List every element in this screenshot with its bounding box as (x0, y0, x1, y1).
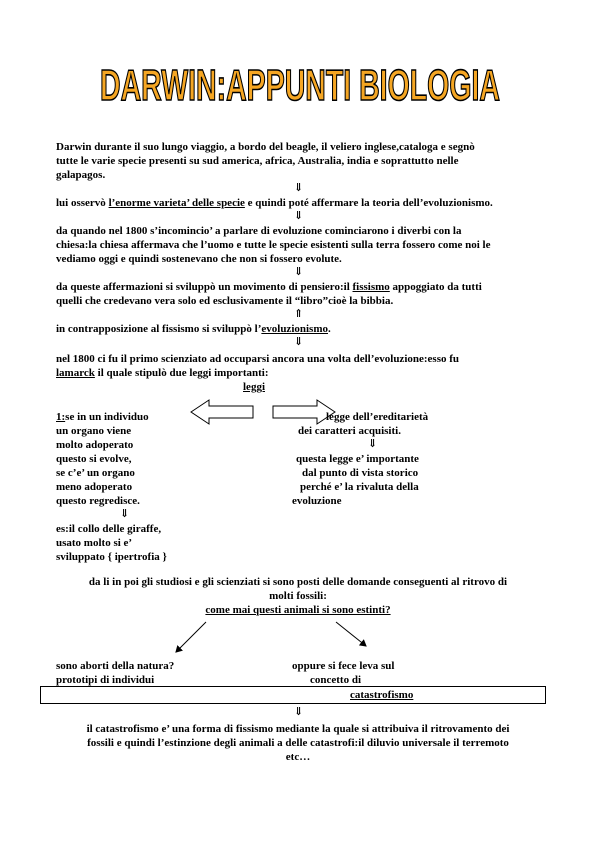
law1-line-3: molto adoperato (56, 439, 134, 451)
law-number: 1: (56, 411, 66, 423)
law2-line-4: dal punto di vista storico (302, 467, 419, 479)
law1-line-6: meno adoperato (56, 481, 133, 493)
down-arrow-icon: ⇓ (294, 182, 304, 194)
law2-line-3: questa legge e’ importante (296, 453, 419, 465)
text-segment: il quale stipulò due leggi importanti: (94, 367, 269, 379)
branch-arrows (170, 620, 410, 660)
leggi-heading: leggi (243, 381, 265, 393)
law2-line-2: dei caratteri acquisiti. (298, 425, 401, 437)
p7-line-1: da li in poi gli studiosi e gli scienziati si sono posti delle domande conseguenti al ritrovo di (88, 576, 508, 588)
left-block-arrow-icon (190, 399, 254, 425)
page-title (90, 60, 510, 108)
law2-line-5: perché e’ la rivaluta della (300, 481, 419, 493)
p3-line-2: chiesa:la chiesa affermava che l’uomo e tutte le specie esistenti sulla terra fossero come noi le (56, 239, 491, 251)
down-arrow-icon: ⇓ (294, 336, 304, 348)
text-segment: da queste affermazioni si sviluppò un movimento di pensiero:il (56, 281, 353, 293)
intro-line-3: galapagos. (56, 169, 106, 181)
intro-line-2: tutte le varie specie presenti su sud america, africa, Australia, india e soprattutto nelle (56, 155, 459, 167)
underlined-term: fissismo (352, 281, 390, 293)
down-arrow-icon: ⇓ (294, 210, 304, 222)
law1-line-1 (56, 410, 149, 424)
p6-line-2 (56, 366, 268, 380)
underlined-term: lamarck (56, 367, 95, 379)
title-text: DARWIN:APPUNTI BIOLOGIA (100, 61, 500, 108)
underlined-term: l’enorme varieta’ delle specie (108, 197, 245, 209)
law1-line-4: questo si evolve, (56, 453, 132, 465)
p4-line-1 (56, 280, 482, 294)
text-segment: se in un individuo (65, 411, 149, 423)
p8-line-3: etc… (285, 751, 311, 763)
p3-line-1: da quando nel 1800 s’incomincio’ a parlare di evoluzione cominciarono i diverbi con la (56, 225, 462, 237)
p5-line (56, 322, 331, 336)
law1-line-7: questo regredisce. (56, 495, 140, 507)
branch-left-2: prototipi di individui (56, 674, 155, 686)
text-segment: in contrapposizione al fissismo si sviluppò l’ (56, 323, 262, 335)
p7-line-2: molti fossili: (269, 590, 327, 602)
law1-example-1: es:il collo delle giraffe, (56, 523, 162, 535)
text-segment: . (328, 323, 331, 335)
text-segment: lui osservò (56, 197, 109, 209)
law1-example-2: usato molto si e’ (56, 537, 133, 549)
branch-right-2: concetto di (310, 674, 362, 686)
law1-line-5: se c’e’ un organo (56, 467, 135, 479)
right-branch-arrow-icon (336, 622, 366, 646)
branch-right-1: oppure si fece leva sul (292, 660, 395, 672)
text-segment: appoggiato da tutti (389, 281, 482, 293)
law2-line-6: evoluzione (292, 495, 342, 507)
p3-line-3: vediamo oggi e quindi sostenevano che non si fossero evolute. (56, 253, 342, 265)
law1-example-3: sviluppato { ipertrofia } (56, 551, 167, 563)
question: come mai questi animali si sono estinti? (205, 604, 391, 616)
down-arrow-icon: ⇓ (294, 266, 304, 278)
left-branch-arrow-icon (176, 622, 206, 652)
p8-line-1: il catastrofismo e’ una forma di fissismo mediante la quale si attribuiva il ritrovamento dei (86, 723, 510, 735)
underlined-term: evoluzionismo (261, 323, 328, 335)
down-arrow-icon: ⇓ (294, 706, 304, 718)
down-arrow-icon: ⇓ (120, 508, 130, 520)
text-segment: e quindi poté affermare la teoria dell’evoluzionismo. (244, 197, 493, 209)
down-arrow-icon: ⇓ (368, 438, 378, 450)
p4-line-2: quelli che credevano vera solo ed esclusivamente il “libro”cioè la bibbia. (56, 295, 394, 307)
intro-line-1: Darwin durante il suo lungo viaggio, a bordo del beagle, il veliero inglese,cataloga e segnò (56, 141, 475, 153)
paragraph-varieta (56, 196, 493, 210)
law2-line-1: legge dell’ereditarietà (326, 411, 429, 423)
branch-left-1: sono aborti della natura? (56, 660, 175, 672)
p8-line-2: fossili e quindi l’estinzione degli animali a delle catastrofi:il diluvio universale il terremoto (87, 737, 509, 749)
catastrofismo-term: catastrofismo (350, 689, 414, 701)
law1-line-2: un organo viene (56, 425, 132, 437)
p6-line-1: nel 1800 ci fu il primo scienziato ad occuparsi ancora una volta dell’evoluzione:esso fu (56, 353, 460, 365)
catastrofismo-box (40, 686, 546, 704)
up-arrow-icon: ⇑ (294, 308, 304, 320)
